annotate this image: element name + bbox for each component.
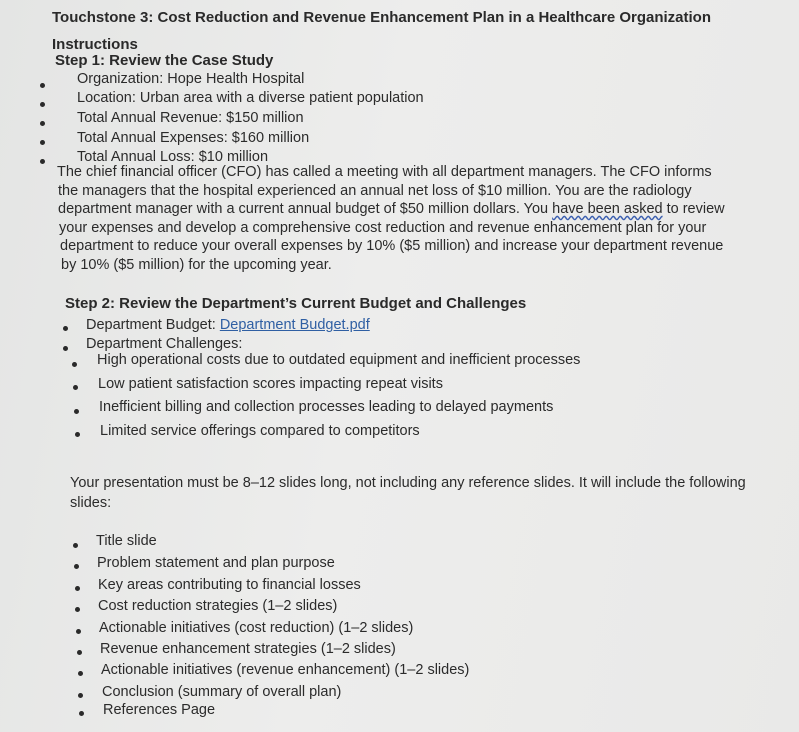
step1-bullet: Location: Urban area with a diverse patient population <box>77 90 424 106</box>
step1-bullet: Total Annual Revenue: $150 million <box>77 110 304 126</box>
bullet-dot <box>40 140 45 145</box>
bullet-dot <box>75 607 80 612</box>
presentation-intro-line: Your presentation must be 8–12 slides long, not including any reference slides. It will include the following <box>70 475 746 491</box>
bullet-dot <box>40 159 45 164</box>
challenges-label: Department Challenges: <box>86 336 243 352</box>
presentation-intro-line: slides: <box>70 495 112 511</box>
department-budget-link[interactable]: Department Budget.pdf <box>219 317 370 333</box>
step2-heading: Step 2: Review the Department’s Current Budget and Challenges <box>65 295 527 312</box>
instructions-label: Instructions <box>52 36 138 53</box>
bullet-dot <box>78 671 83 676</box>
challenge-item: Inefficient billing and collection processes leading to delayed payments <box>99 399 554 415</box>
bullet-dot <box>63 346 68 351</box>
slide-item: Conclusion (summary of overall plan) <box>102 684 342 700</box>
department-budget-item <box>86 316 370 334</box>
slide-item: References Page <box>103 702 216 718</box>
bullet-dot <box>78 693 83 698</box>
case-paragraph-line: your expenses and develop a comprehensive cost reduction and revenue enhancement plan for your <box>59 220 707 236</box>
bullet-dot <box>73 543 78 548</box>
bullet-dot <box>77 650 82 655</box>
challenge-item: Limited service offerings compared to competitors <box>100 423 420 439</box>
bullet-dot <box>76 629 81 634</box>
slide-item: Problem statement and plan purpose <box>97 555 335 571</box>
bullet-dot <box>75 432 80 437</box>
case-paragraph-line: by 10% ($5 million) for the upcoming year. <box>61 257 332 273</box>
case-paragraph-line: The chief financial officer (CFO) has called a meeting with all department managers. The CFO informs <box>57 164 712 180</box>
slide-item: Key areas contributing to financial losses <box>98 577 361 593</box>
bullet-dot <box>74 409 79 414</box>
step1-bullet: Organization: Hope Health Hospital <box>77 71 305 87</box>
bullet-dot <box>75 586 80 591</box>
case-paragraph-line-3-start: department manager with a current annual budget of $50 million dollars. You <box>58 201 553 217</box>
bullet-dot <box>74 564 79 569</box>
document-title: Touchstone 3: Cost Reduction and Revenue Enhancement Plan in a Healthcare Organization <box>52 9 712 26</box>
case-paragraph-line-3-end: to review <box>662 201 725 217</box>
budget-label: Department Budget: <box>86 317 220 333</box>
bullet-dot <box>63 326 68 331</box>
slide-item: Revenue enhancement strategies (1–2 slides) <box>100 641 396 657</box>
bullet-dot <box>79 711 84 716</box>
challenge-item: High operational costs due to outdated equipment and inefficient processes <box>97 352 581 368</box>
case-paragraph-line: the managers that the hospital experienced an annual net loss of $10 million. You are the radiology <box>58 183 692 199</box>
case-paragraph-line: department to reduce your overall expenses by 10% ($5 million) and increase your department revenue <box>60 238 724 254</box>
bullet-dot <box>40 83 45 88</box>
bullet-dot <box>72 362 77 367</box>
bullet-dot <box>73 385 78 390</box>
case-paragraph-line-3 <box>58 200 725 218</box>
step1-bullet: Total Annual Loss: $10 million <box>77 149 269 165</box>
slide-item: Actionable initiatives (revenue enhancement) (1–2 slides) <box>101 662 470 678</box>
challenge-item: Low patient satisfaction scores impacting repeat visits <box>98 376 443 392</box>
grammar-flagged-phrase[interactable]: have been asked <box>552 201 663 217</box>
slide-item: Cost reduction strategies (1–2 slides) <box>98 598 338 614</box>
slide-item: Title slide <box>96 533 157 549</box>
step1-bullet: Total Annual Expenses: $160 million <box>77 130 310 146</box>
slide-item: Actionable initiatives (cost reduction) (1–2 slides) <box>99 620 414 636</box>
step1-heading: Step 1: Review the Case Study <box>55 52 274 69</box>
bullet-dot <box>40 102 45 107</box>
bullet-dot <box>40 121 45 126</box>
